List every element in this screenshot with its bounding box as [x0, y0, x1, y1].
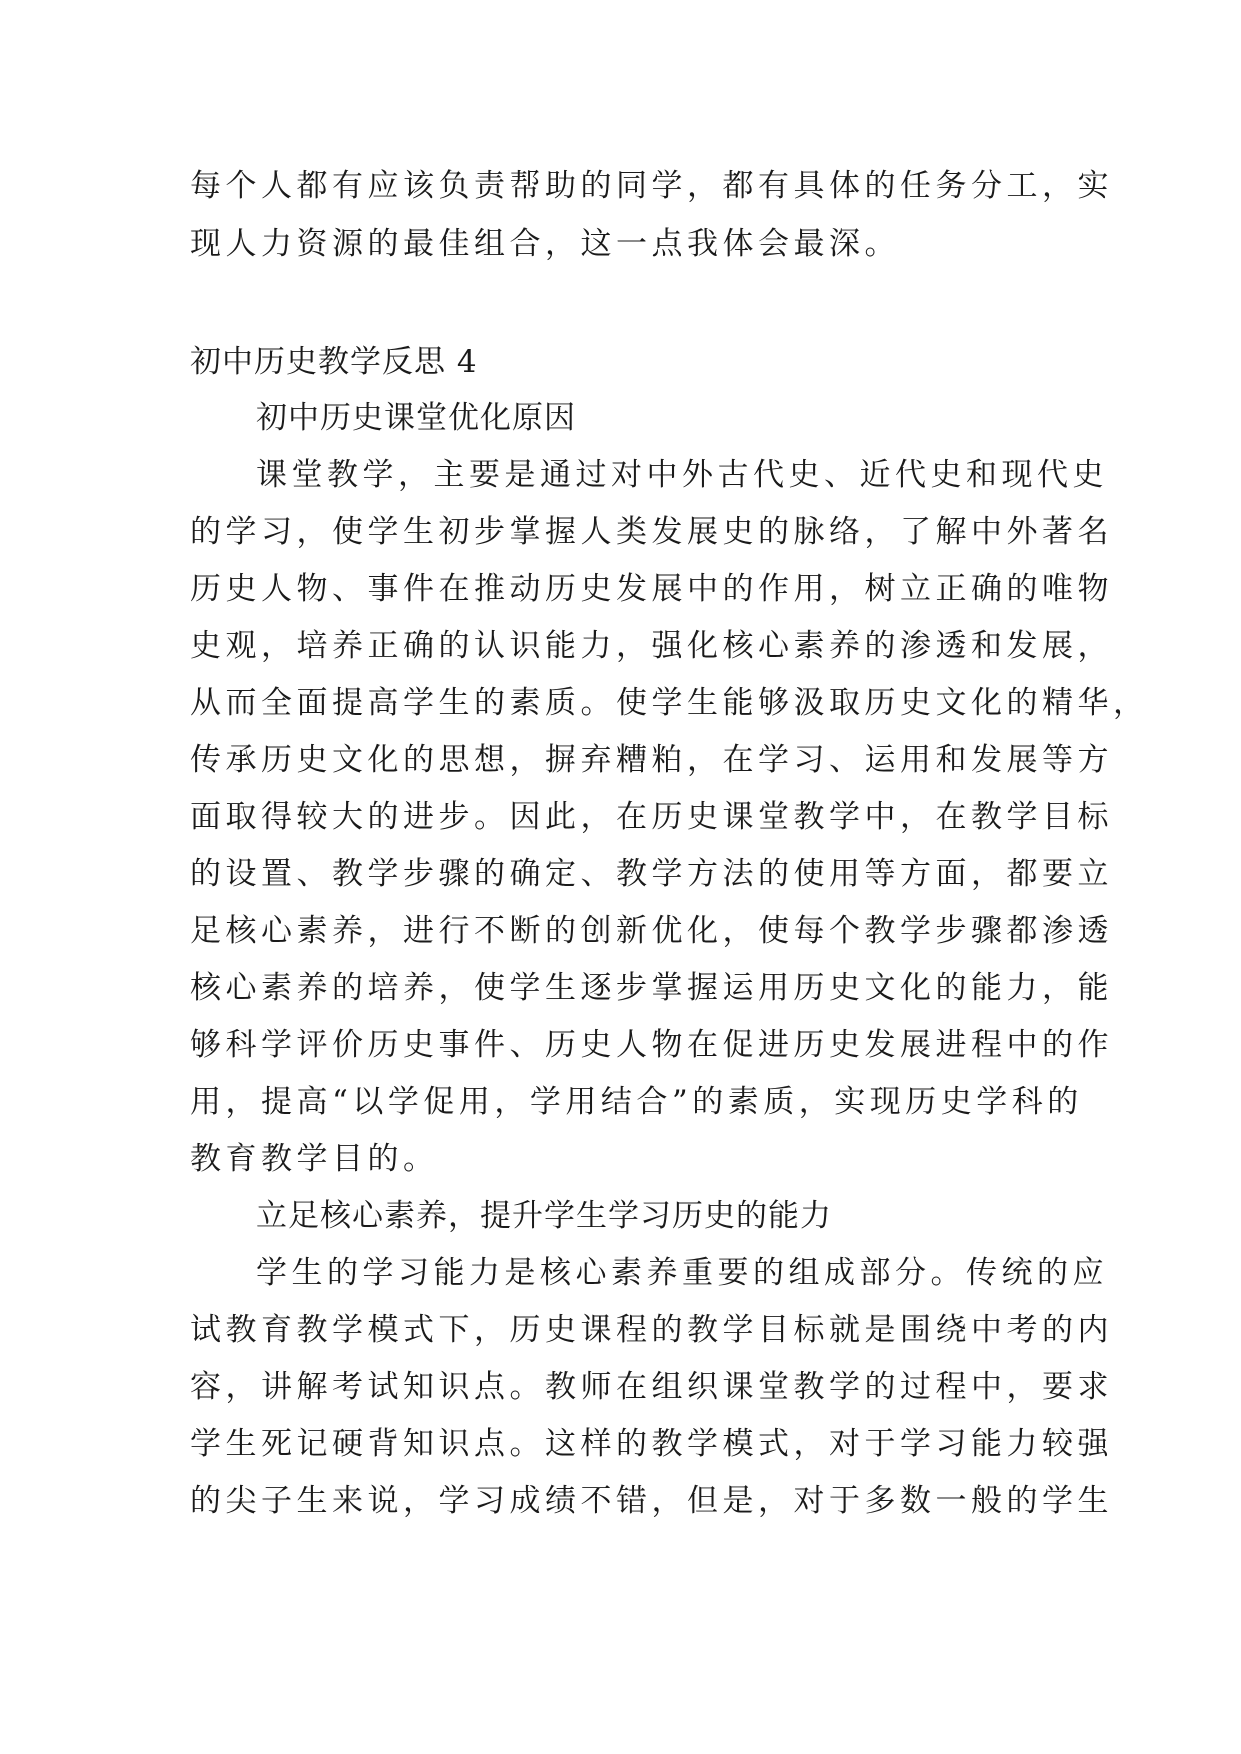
paragraph-line: 现人力资源的最佳组合，这一点我体会最深。: [190, 226, 900, 262]
paragraph-line: 核心素养的培养，使学生逐步掌握运用历史文化的能力，能: [190, 970, 1113, 1006]
paragraph-line: 够科学评价历史事件、历史人物在促进历史发展进程中的作: [190, 1027, 1113, 1063]
paragraph-line: 史观，培养正确的认识能力，强化核心素养的渗透和发展，: [190, 628, 1113, 664]
subheading: 立足核心素养，提升学生学习历史的能力: [256, 1198, 832, 1234]
paragraph-line: 面取得较大的进步。因此，在历史课堂教学中，在教学目标: [190, 799, 1113, 835]
paragraph-line: 的尖子生来说，学习成绩不错，但是，对于多数一般的学生: [190, 1483, 1113, 1519]
paragraph-line: 从而全面提高学生的素质。使学生能够汲取历史文化的精华，: [190, 685, 1149, 721]
paragraph-line: 学生的学习能力是核心素养重要的组成部分。传统的应: [256, 1255, 1108, 1291]
section-heading: 初中历史教学反思 4: [190, 344, 478, 380]
paragraph-line: 用，提高“以学促用，学用结合”的素质，实现历史学科的: [190, 1084, 1083, 1120]
subheading: 初中历史课堂优化原因: [256, 400, 576, 436]
paragraph-line: 容，讲解考试知识点。教师在组织课堂教学的过程中，要求: [190, 1369, 1113, 1405]
paragraph-line: 教育教学目的。: [190, 1141, 439, 1177]
paragraph-line: 学生死记硬背知识点。这样的教学模式，对于学习能力较强: [190, 1426, 1113, 1462]
paragraph-line: 足核心素养，进行不断的创新优化，使每个教学步骤都渗透: [190, 913, 1113, 949]
paragraph-line: 课堂教学，主要是通过对中外古代史、近代史和现代史: [256, 457, 1108, 493]
paragraph-line: 的设置、教学步骤的确定、教学方法的使用等方面，都要立: [190, 856, 1113, 892]
paragraph-line: 的学习，使学生初步掌握人类发展史的脉络，了解中外著名: [190, 514, 1113, 550]
paragraph-line: 历史人物、事件在推动历史发展中的作用，树立正确的唯物: [190, 571, 1113, 607]
paragraph-line: 每个人都有应该负责帮助的同学，都有具体的任务分工，实: [190, 168, 1113, 204]
paragraph-line: 试教育教学模式下，历史课程的教学目标就是围绕中考的内: [190, 1312, 1113, 1348]
paragraph-line: 传承历史文化的思想，摒弃糟粕，在学习、运用和发展等方: [190, 742, 1113, 778]
